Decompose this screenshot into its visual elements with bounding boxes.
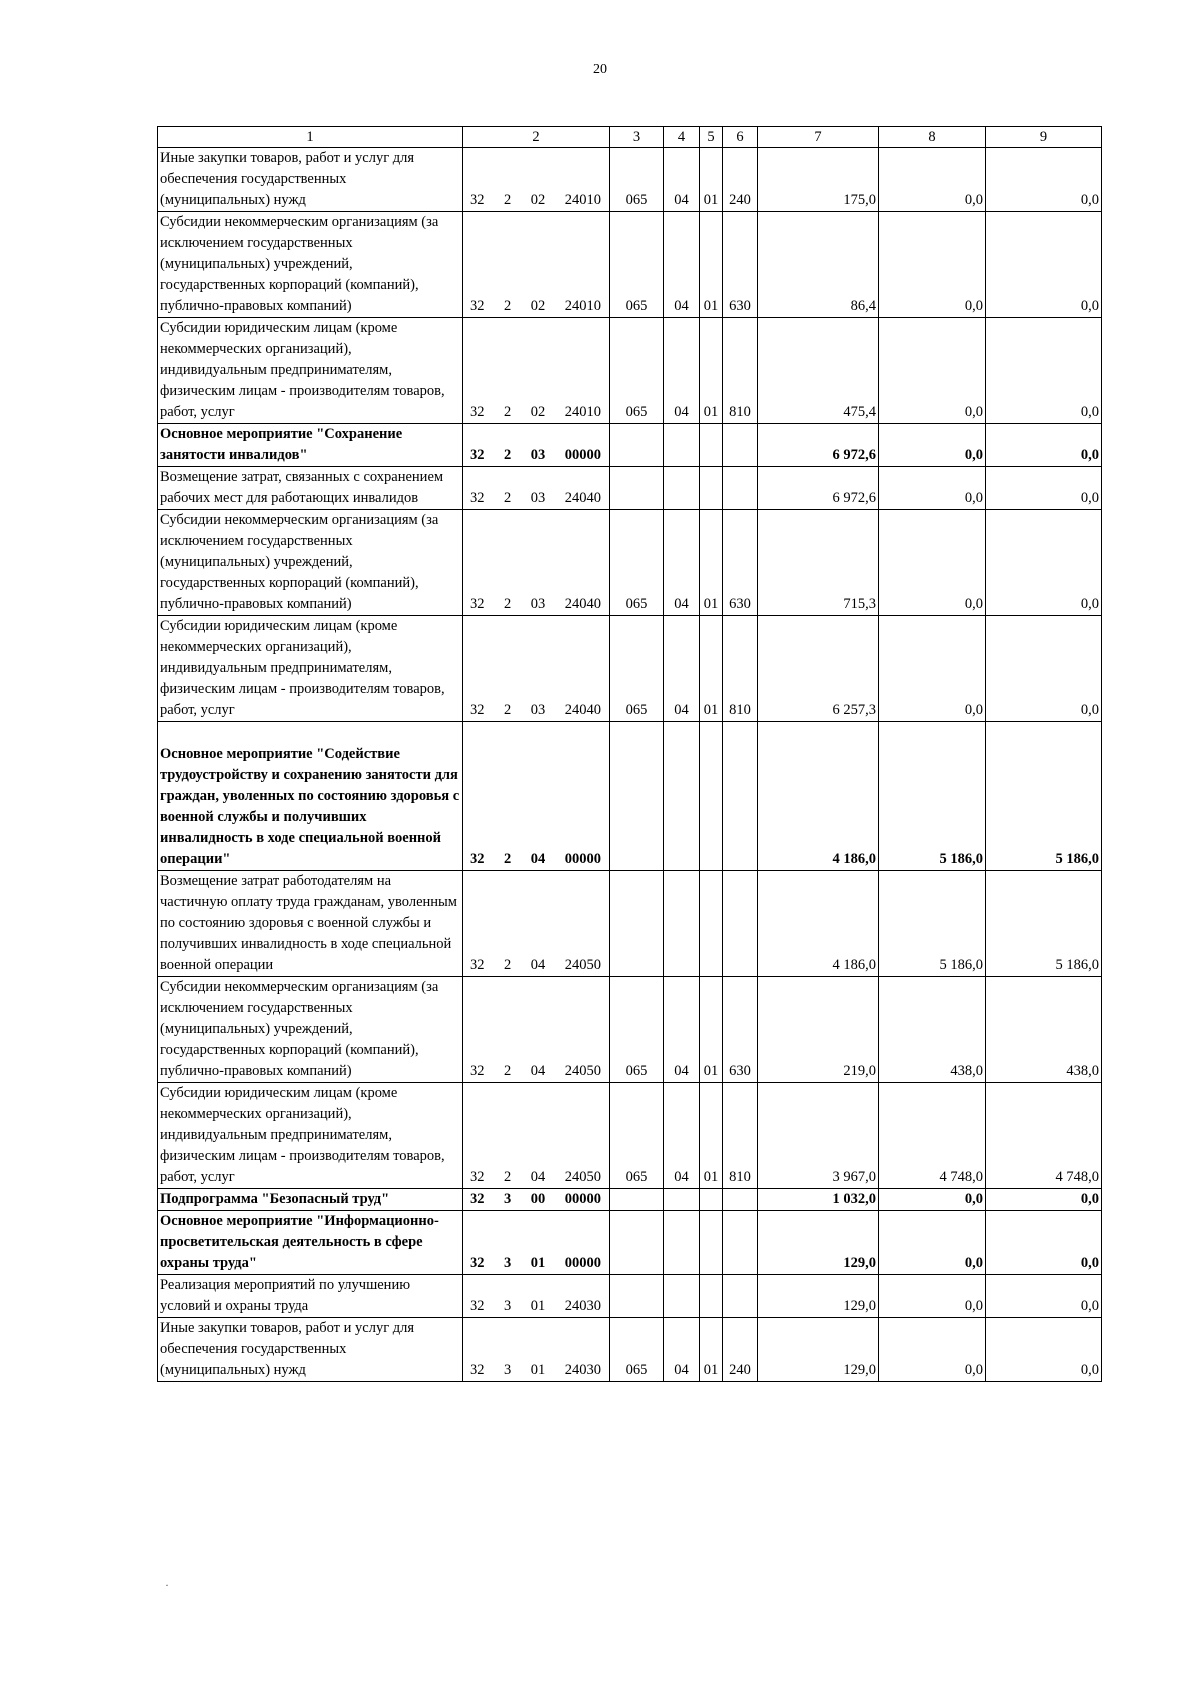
row-amount-7: 129,0 — [758, 1211, 879, 1275]
row-col-6: 630 — [723, 977, 758, 1083]
column-header: 9 — [986, 127, 1102, 148]
row-amount-8: 0,0 — [879, 318, 986, 424]
row-amount-9: 0,0 — [986, 616, 1102, 722]
row-code — [463, 510, 610, 616]
row-col-6: 240 — [723, 1318, 758, 1382]
row-amount-7: 4 186,0 — [758, 722, 879, 871]
code-part: 02 — [530, 192, 546, 208]
row-col-6: 630 — [723, 510, 758, 616]
code-part: 3 — [504, 1255, 512, 1271]
code-part: 03 — [530, 596, 546, 612]
row-col-5: 01 — [700, 1083, 723, 1189]
code-part: 2 — [504, 851, 512, 867]
row-amount-9: 5 186,0 — [986, 722, 1102, 871]
row-description: Субсидии юридическим лицам (кроме некоммерческих организаций), индивидуальным предпринимателям, физическим лицам - производителям товаров, работ, услуг — [158, 1083, 463, 1189]
row-amount-9: 4 748,0 — [986, 1083, 1102, 1189]
row-col-3: 065 — [610, 1083, 664, 1189]
row-description: Основное мероприятие "Содействие трудоустройству и сохранению занятости для граждан, уволенных по состоянию здоровья с военной службы и получивших инвалидность в ходе специальной военной операции" — [158, 722, 463, 871]
code-part: 3 — [504, 1191, 512, 1207]
code-part: 32 — [470, 490, 485, 506]
table-body — [158, 148, 1102, 1382]
row-code — [463, 1318, 610, 1382]
row-amount-9: 0,0 — [986, 510, 1102, 616]
code-part: 24050 — [564, 957, 601, 973]
row-amount-7: 475,4 — [758, 318, 879, 424]
row-amount-8: 0,0 — [879, 510, 986, 616]
row-col-5: 01 — [700, 318, 723, 424]
row-amount-7: 219,0 — [758, 977, 879, 1083]
code-part: 2 — [504, 957, 512, 973]
row-col-6: 810 — [723, 1083, 758, 1189]
row-amount-7: 6 972,6 — [758, 424, 879, 467]
row-col-5 — [700, 467, 723, 510]
code-part: 04 — [530, 1063, 546, 1079]
row-description: Субсидии юридическим лицам (кроме некоммерческих организаций), индивидуальным предпринимателям, физическим лицам - производителям товаров, работ, услуг — [158, 318, 463, 424]
row-col-3 — [610, 1211, 664, 1275]
row-col-5: 01 — [700, 1318, 723, 1382]
table-row — [158, 871, 1102, 977]
row-col-3 — [610, 467, 664, 510]
row-description: Возмещение затрат, связанных с сохранением рабочих мест для работающих инвалидов — [158, 467, 463, 510]
code-part: 2 — [504, 447, 512, 463]
code-part: 32 — [470, 404, 485, 420]
code-part: 03 — [530, 490, 546, 506]
row-col-3 — [610, 424, 664, 467]
code-part: 24030 — [564, 1298, 601, 1314]
code-part: 01 — [530, 1298, 546, 1314]
code-part: 04 — [530, 851, 546, 867]
page-number: 20 — [593, 62, 607, 77]
row-col-6 — [723, 722, 758, 871]
row-col-5 — [700, 871, 723, 977]
row-code — [463, 1189, 610, 1211]
row-code — [463, 467, 610, 510]
row-code — [463, 148, 610, 212]
row-col-5 — [700, 1211, 723, 1275]
row-amount-7: 3 967,0 — [758, 1083, 879, 1189]
row-amount-8: 0,0 — [879, 148, 986, 212]
row-col-4 — [664, 1275, 700, 1318]
row-col-3: 065 — [610, 510, 664, 616]
code-part: 02 — [530, 404, 546, 420]
row-description: Субсидии некоммерческим организациям (за исключением государственных (муниципальных) учреждений, государственных корпораций (компаний), публично-правовых компаний) — [158, 510, 463, 616]
scan-artifact: · — [165, 1578, 169, 1592]
table-row — [158, 977, 1102, 1083]
table-row — [158, 318, 1102, 424]
code-part: 32 — [470, 1362, 485, 1378]
code-part: 32 — [470, 192, 485, 208]
row-amount-9: 0,0 — [986, 1189, 1102, 1211]
row-col-3 — [610, 1189, 664, 1211]
row-col-4 — [664, 722, 700, 871]
code-part: 24010 — [564, 192, 601, 208]
table-row — [158, 1083, 1102, 1189]
row-col-5: 01 — [700, 212, 723, 318]
column-header: 2 — [463, 127, 610, 148]
budget-table — [157, 126, 1102, 1382]
row-col-3: 065 — [610, 977, 664, 1083]
row-amount-8: 0,0 — [879, 1275, 986, 1318]
code-part: 03 — [530, 702, 546, 718]
row-amount-8: 0,0 — [879, 1189, 986, 1211]
row-amount-9: 0,0 — [986, 1318, 1102, 1382]
code-part: 03 — [530, 447, 546, 463]
row-code — [463, 871, 610, 977]
code-part: 00000 — [564, 851, 601, 867]
row-amount-8: 5 186,0 — [879, 722, 986, 871]
code-part: 01 — [530, 1255, 546, 1271]
row-amount-9: 0,0 — [986, 1211, 1102, 1275]
table-row — [158, 424, 1102, 467]
row-amount-7: 6 257,3 — [758, 616, 879, 722]
row-amount-8: 4 748,0 — [879, 1083, 986, 1189]
code-part: 24050 — [564, 1063, 601, 1079]
row-amount-8: 0,0 — [879, 616, 986, 722]
row-col-5: 01 — [700, 510, 723, 616]
code-part: 04 — [530, 1169, 546, 1185]
row-col-4: 04 — [664, 1083, 700, 1189]
row-col-5 — [700, 424, 723, 467]
table-row — [158, 722, 1102, 871]
row-amount-7: 129,0 — [758, 1318, 879, 1382]
row-description: Возмещение затрат работодателям на частичную оплату труда гражданам, уволенным по состоянию здоровья с военной службы и получивших инвалидность в ходе специальной военной операции — [158, 871, 463, 977]
row-amount-7: 6 972,6 — [758, 467, 879, 510]
row-amount-8: 0,0 — [879, 212, 986, 318]
row-col-4: 04 — [664, 212, 700, 318]
row-col-4: 04 — [664, 1318, 700, 1382]
row-amount-9: 5 186,0 — [986, 871, 1102, 977]
row-amount-9: 0,0 — [986, 318, 1102, 424]
row-description: Субсидии некоммерческим организациям (за исключением государственных (муниципальных) учреждений, государственных корпораций (компаний), публично-правовых компаний) — [158, 212, 463, 318]
row-col-6: 810 — [723, 616, 758, 722]
table-row — [158, 1211, 1102, 1275]
row-amount-7: 4 186,0 — [758, 871, 879, 977]
row-col-6 — [723, 424, 758, 467]
row-amount-7: 86,4 — [758, 212, 879, 318]
row-code — [463, 616, 610, 722]
row-amount-9: 0,0 — [986, 467, 1102, 510]
code-part: 32 — [470, 1191, 485, 1207]
row-amount-8: 438,0 — [879, 977, 986, 1083]
code-part: 01 — [530, 1362, 546, 1378]
row-col-3: 065 — [610, 1318, 664, 1382]
code-part: 2 — [504, 490, 512, 506]
row-description: Иные закупки товаров, работ и услуг для обеспечения государственных (муниципальных) нужд — [158, 1318, 463, 1382]
table-row — [158, 148, 1102, 212]
table-row — [158, 467, 1102, 510]
row-col-6 — [723, 1189, 758, 1211]
row-code — [463, 212, 610, 318]
table-row — [158, 1189, 1102, 1211]
row-col-4: 04 — [664, 148, 700, 212]
code-part: 2 — [504, 596, 512, 612]
table-row — [158, 1275, 1102, 1318]
table-row — [158, 510, 1102, 616]
code-part: 3 — [504, 1362, 512, 1378]
code-part: 3 — [504, 1298, 512, 1314]
row-col-6 — [723, 1275, 758, 1318]
row-description: Подпрограмма "Безопасный труд" — [158, 1189, 463, 1211]
code-part: 32 — [470, 1169, 485, 1185]
table-row — [158, 616, 1102, 722]
column-header: 7 — [758, 127, 879, 148]
code-part: 04 — [530, 957, 546, 973]
row-amount-8: 0,0 — [879, 1318, 986, 1382]
row-col-3: 065 — [610, 616, 664, 722]
code-part: 32 — [470, 1298, 485, 1314]
row-col-5: 01 — [700, 148, 723, 212]
row-col-3: 065 — [610, 318, 664, 424]
row-code — [463, 1211, 610, 1275]
row-code — [463, 722, 610, 871]
row-description: Реализация мероприятий по улучшению условий и охраны труда — [158, 1275, 463, 1318]
row-amount-9: 438,0 — [986, 977, 1102, 1083]
row-amount-9: 0,0 — [986, 424, 1102, 467]
row-code — [463, 424, 610, 467]
code-part: 24010 — [564, 404, 601, 420]
row-col-4: 04 — [664, 510, 700, 616]
table-row — [158, 1318, 1102, 1382]
row-amount-9: 0,0 — [986, 148, 1102, 212]
code-part: 24010 — [564, 298, 601, 314]
row-col-3 — [610, 1275, 664, 1318]
row-col-5: 01 — [700, 616, 723, 722]
code-part: 24040 — [564, 702, 601, 718]
code-part: 32 — [470, 298, 485, 314]
row-col-6: 810 — [723, 318, 758, 424]
row-col-6 — [723, 1211, 758, 1275]
row-col-4 — [664, 871, 700, 977]
code-part: 00 — [530, 1191, 546, 1207]
code-part: 24040 — [564, 596, 601, 612]
column-header: 3 — [610, 127, 664, 148]
row-amount-8: 0,0 — [879, 467, 986, 510]
code-part: 2 — [504, 298, 512, 314]
column-header: 5 — [700, 127, 723, 148]
row-description: Субсидии юридическим лицам (кроме некоммерческих организаций), индивидуальным предпринимателям, физическим лицам - производителям товаров, работ, услуг — [158, 616, 463, 722]
column-header: 8 — [879, 127, 986, 148]
row-amount-7: 129,0 — [758, 1275, 879, 1318]
row-col-4 — [664, 1211, 700, 1275]
code-part: 32 — [470, 957, 485, 973]
row-col-4: 04 — [664, 616, 700, 722]
code-part: 00000 — [564, 1191, 601, 1207]
code-part: 32 — [470, 596, 485, 612]
row-col-3: 065 — [610, 148, 664, 212]
code-part: 32 — [470, 851, 485, 867]
row-amount-8: 0,0 — [879, 424, 986, 467]
code-part: 2 — [504, 702, 512, 718]
code-part: 24030 — [564, 1362, 601, 1378]
row-col-6: 630 — [723, 212, 758, 318]
code-part: 2 — [504, 1063, 512, 1079]
row-col-3: 065 — [610, 212, 664, 318]
row-col-3 — [610, 871, 664, 977]
code-part: 02 — [530, 298, 546, 314]
row-code — [463, 977, 610, 1083]
column-header: 4 — [664, 127, 700, 148]
row-amount-8: 0,0 — [879, 1211, 986, 1275]
row-col-5: 01 — [700, 977, 723, 1083]
row-amount-7: 1 032,0 — [758, 1189, 879, 1211]
row-col-4 — [664, 424, 700, 467]
row-description: Субсидии некоммерческим организациям (за исключением государственных (муниципальных) учреждений, государственных корпораций (компаний), публично-правовых компаний) — [158, 977, 463, 1083]
table-header-row — [158, 127, 1102, 148]
code-part: 00000 — [564, 447, 601, 463]
code-part: 32 — [470, 702, 485, 718]
code-part: 32 — [470, 447, 485, 463]
row-col-5 — [700, 1275, 723, 1318]
row-col-4 — [664, 467, 700, 510]
code-part: 32 — [470, 1063, 485, 1079]
table-row — [158, 212, 1102, 318]
code-part: 2 — [504, 404, 512, 420]
row-code — [463, 1275, 610, 1318]
row-col-4: 04 — [664, 318, 700, 424]
row-description: Иные закупки товаров, работ и услуг для обеспечения государственных (муниципальных) нужд — [158, 148, 463, 212]
row-code — [463, 1083, 610, 1189]
row-amount-8: 5 186,0 — [879, 871, 986, 977]
row-amount-7: 175,0 — [758, 148, 879, 212]
column-header: 1 — [158, 127, 463, 148]
row-col-5 — [700, 1189, 723, 1211]
row-amount-9: 0,0 — [986, 212, 1102, 318]
code-part: 24040 — [564, 490, 601, 506]
row-col-6 — [723, 467, 758, 510]
row-col-6 — [723, 871, 758, 977]
row-col-3 — [610, 722, 664, 871]
row-description: Основное мероприятие "Информационно-просветительская деятельность в сфере охраны труда" — [158, 1211, 463, 1275]
row-amount-9: 0,0 — [986, 1275, 1102, 1318]
code-part: 2 — [504, 192, 512, 208]
code-part: 00000 — [564, 1255, 601, 1271]
row-col-4: 04 — [664, 977, 700, 1083]
row-col-4 — [664, 1189, 700, 1211]
code-part: 2 — [504, 1169, 512, 1185]
row-code — [463, 318, 610, 424]
column-header: 6 — [723, 127, 758, 148]
row-description: Основное мероприятие "Сохранение занятости инвалидов" — [158, 424, 463, 467]
row-amount-7: 715,3 — [758, 510, 879, 616]
row-col-5 — [700, 722, 723, 871]
row-col-6: 240 — [723, 148, 758, 212]
code-part: 32 — [470, 1255, 485, 1271]
code-part: 24050 — [564, 1169, 601, 1185]
